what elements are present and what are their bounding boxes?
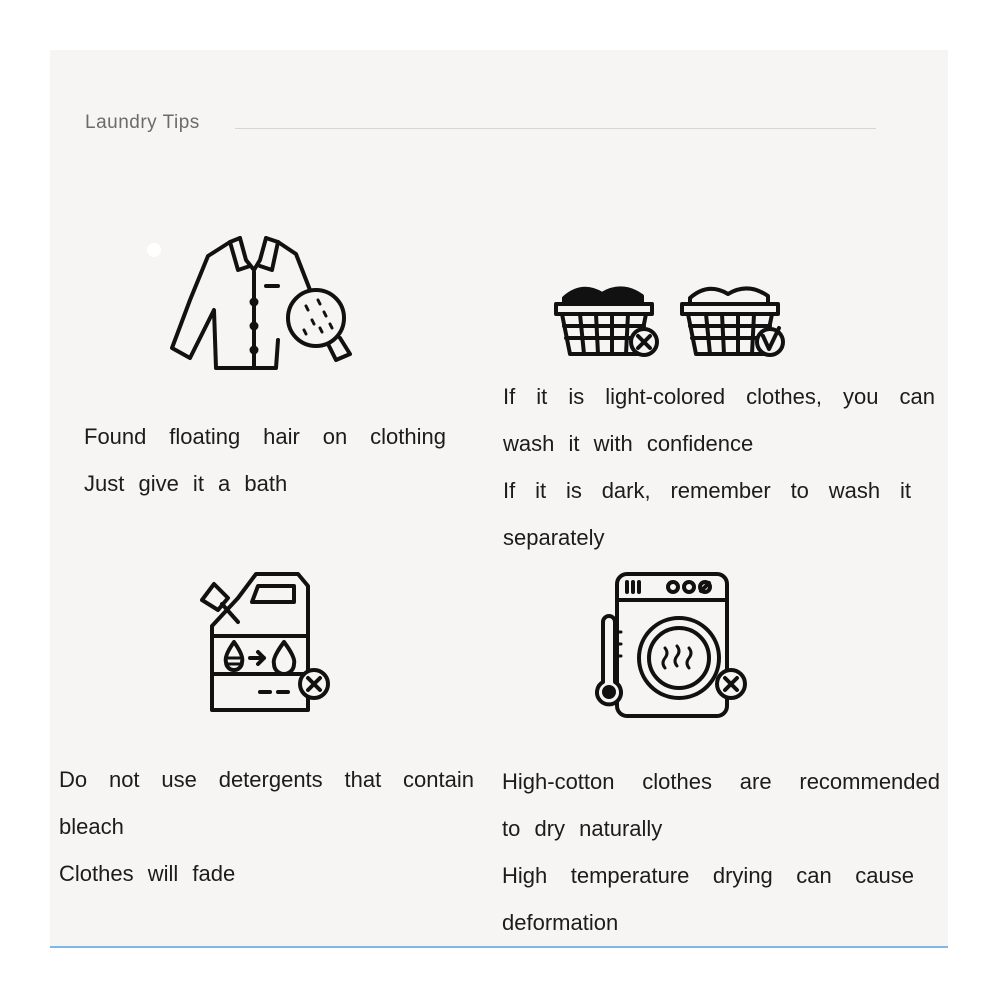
tip-line: Found floating hair on clothing — [84, 424, 446, 449]
tip-line: separately — [503, 525, 605, 550]
tip-text-dryer — [502, 758, 940, 946]
tip-line: wash it with confidence — [503, 431, 754, 456]
decorative-dot — [147, 243, 161, 257]
shirt-lint-icon — [168, 230, 353, 375]
tip-line: to dry naturally — [502, 816, 663, 841]
laundry-tips-panel — [50, 50, 948, 948]
tip-line: bleach — [59, 814, 124, 839]
tip-line: High-cotton clothes are recommended — [502, 769, 940, 794]
title-divider — [235, 128, 876, 129]
accent-divider — [50, 946, 948, 948]
tip-text-detergent — [59, 756, 474, 897]
laundry-baskets-icon — [552, 280, 792, 360]
tip-line: Do not use detergents that contain — [59, 767, 474, 792]
tip-line: Clothes will fade — [59, 861, 236, 886]
tip-line: Just give it a bath — [84, 471, 288, 496]
detergent-bleach-icon — [198, 570, 333, 720]
tip-line: High temperature drying can cause — [502, 863, 914, 888]
tip-line: If it is dark, remember to wash it — [503, 478, 911, 503]
tip-text-shirt — [84, 413, 446, 507]
tip-line: deformation — [502, 910, 619, 935]
tip-line: If it is light-colored clothes, you can — [503, 384, 935, 409]
tip-text-baskets — [503, 373, 935, 561]
dryer-temperature-icon — [595, 570, 755, 725]
section-title: Laundry Tips — [85, 112, 200, 133]
